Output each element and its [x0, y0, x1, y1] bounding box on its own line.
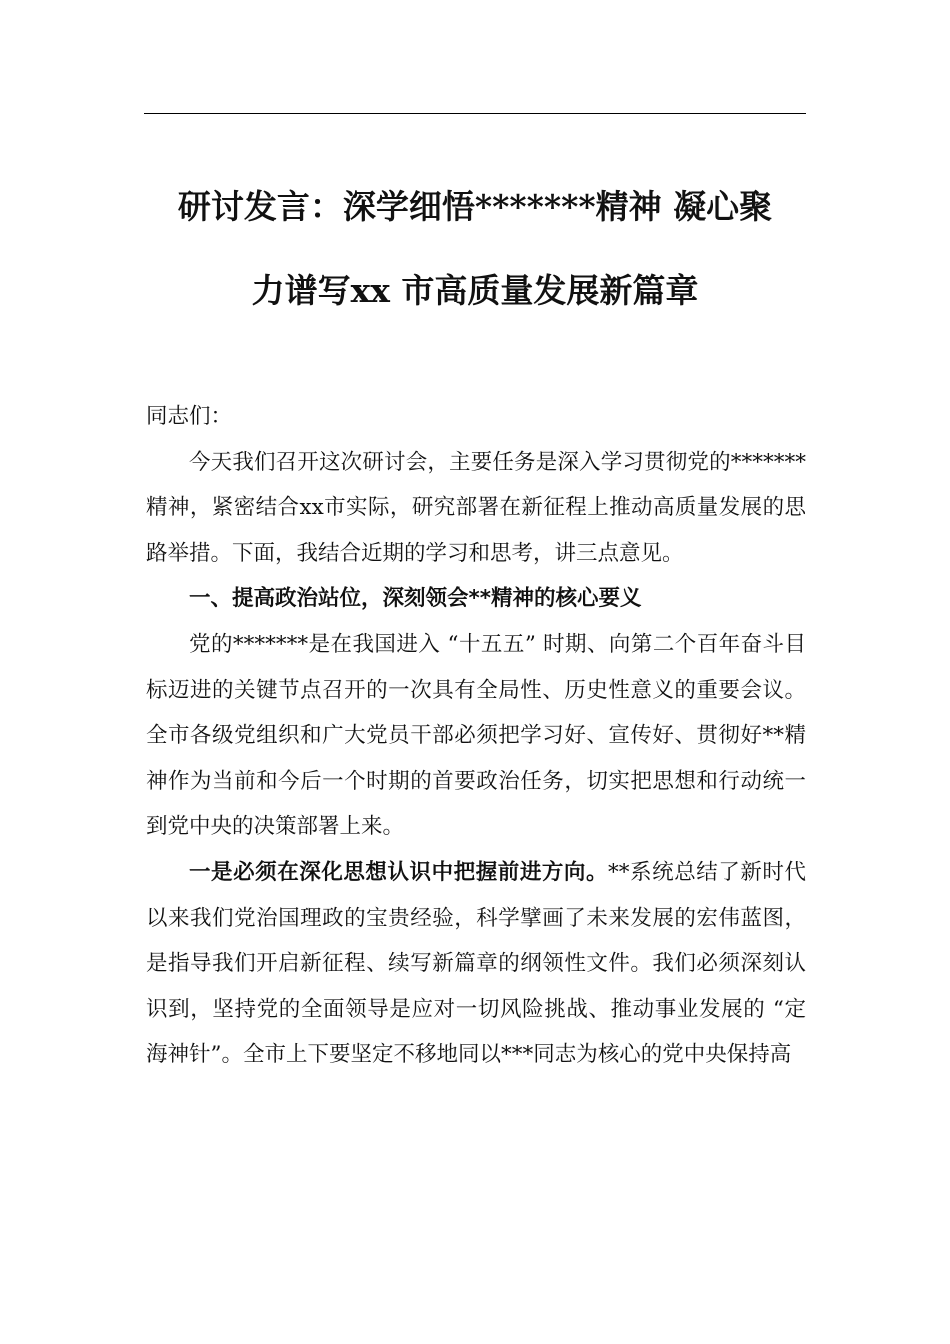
point-1-lead: 一是必须在深化思想认识中把握前进方向。 [189, 859, 609, 885]
section-1-heading: 一、提高政治站位，深刻领会**精神的核心要义 [189, 586, 642, 612]
document-body [146, 394, 806, 1078]
point-1-paragraph [146, 850, 806, 1078]
document-title [144, 165, 806, 333]
section-1-paragraph: 党的*******是在我国进入 “十五五” 时期、向第二个百年奋斗目标迈进的关键节点召开的一次具有全局性、历史性意义的重要会议。全市各级党组织和广大党员干部必须把学习好、宣传好、贯彻好**精神作为当前和今后一个时期的首要政治任务，切实把思想和行动统一到党中央的决策部署上来。 [146, 631, 806, 840]
header-rule [144, 113, 806, 114]
intro-paragraph: 今天我们召开这次研讨会，主要任务是深入学习贯彻党的*******精神，紧密结合xx市实际，研究部署在新征程上推动高质量发展的思路举措。下面，我结合近期的学习和思考，讲三点意见。 [146, 449, 806, 566]
point-1-body: **系统总结了新时代以来我们党治国理政的宝贵经验，科学擘画了未来发展的宏伟蓝图，是指导我们开启新征程、续写新篇章的纲领性文件。我们必须深刻认识到，坚持党的全面领导是应对一切风险挑战、推动事业发展的 “定海神针”。全市上下要坚定不移地同以***同志为核心的党中央保持高 [146, 859, 806, 1068]
salutation: 同志们： [146, 404, 233, 429]
title-line-1: 研讨发言：深学细悟*******精神 凝心聚 [177, 187, 773, 226]
title-line-2: 力谱写xx 市高质量发展新篇章 [251, 271, 699, 310]
